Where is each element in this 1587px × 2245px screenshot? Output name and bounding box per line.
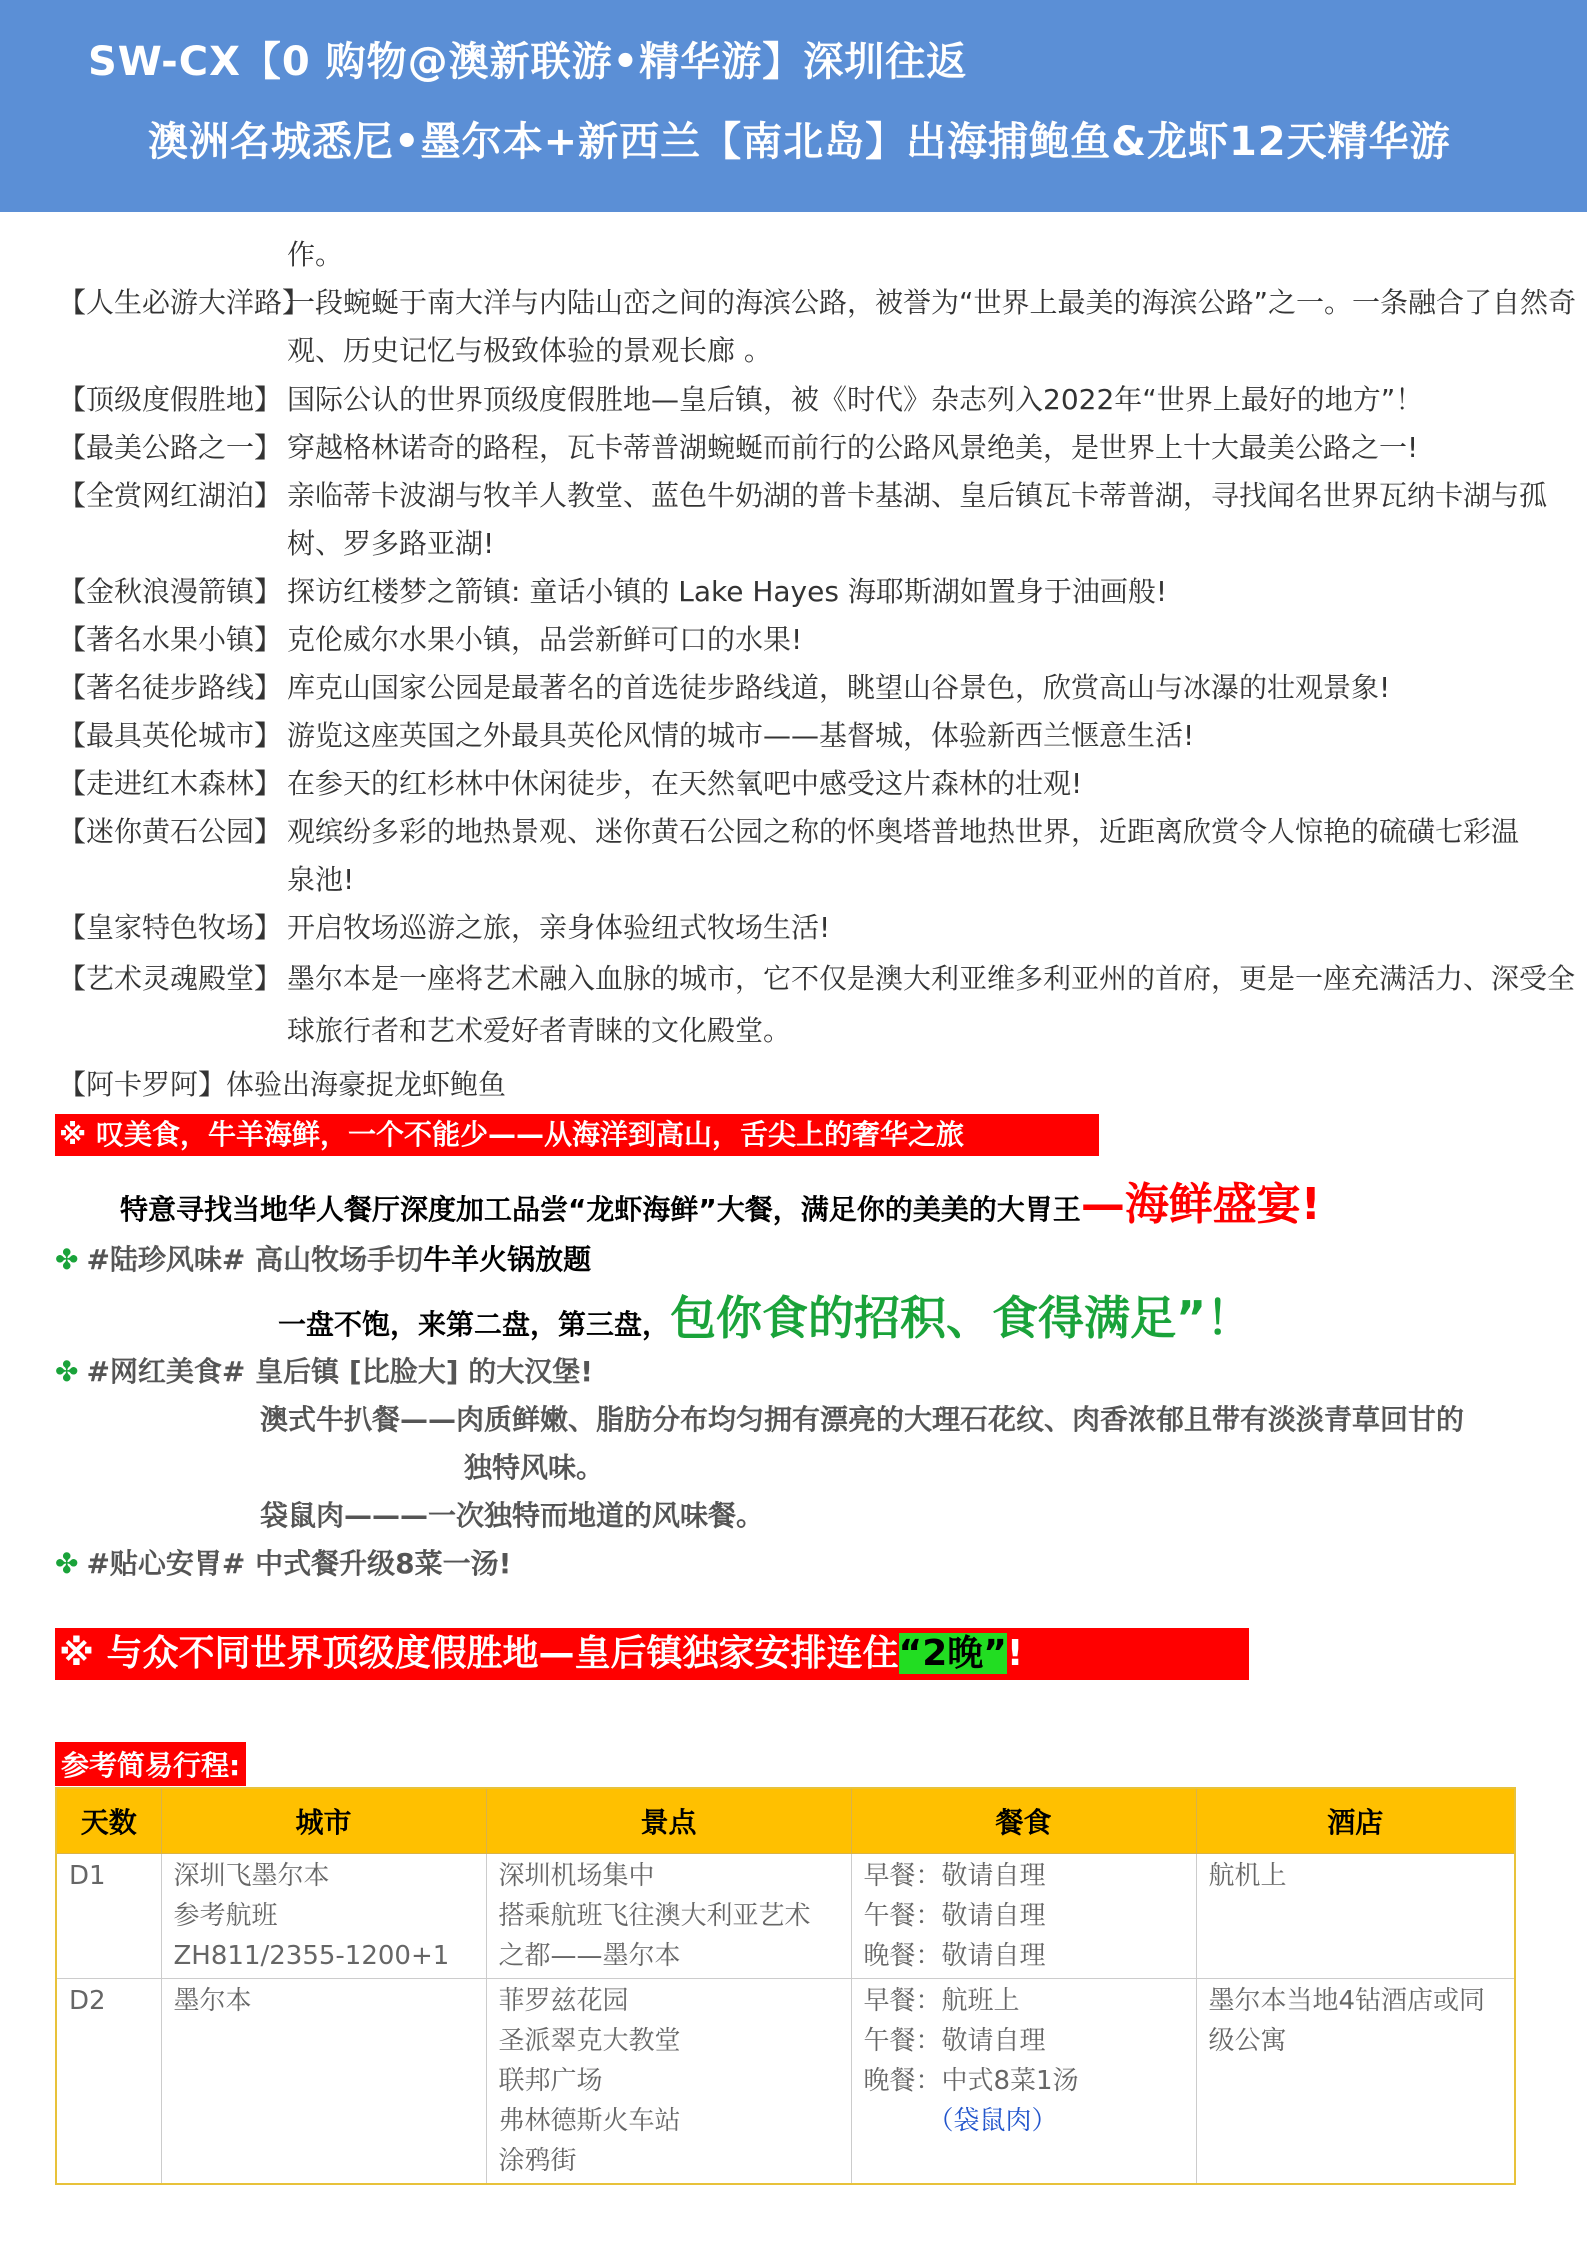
highlight-text: 穿越格林诺奇的路程，瓦卡蒂普湖蜿蜒而前行的公路风景绝美，是世界上十大最美公路之一! [287, 431, 1419, 464]
highlight-text: 观缤纷多彩的地热景观、迷你黄石公园之称的怀奥塔普地热世界，近距离欣赏令人惊艳的硫磺七彩温泉池! [287, 815, 1520, 896]
hotel-cell: 墨尔本当地4钻酒店或同 级公寓 [1196, 1979, 1515, 2185]
kangaroo-line: 袋鼠肉———一次独特而地道的风味餐。 [260, 1499, 765, 1532]
city-cell: 深圳飞墨尔本 参考航班 ZH811/2355-1200+1 [161, 1854, 486, 1979]
food-item-label: #网红美食# [86, 1355, 246, 1388]
highlight-text: 亲临蒂卡波湖与牧羊人教堂、蓝色牛奶湖的普卡基湖、皇后镇瓦卡蒂普湖，寻找闻名世界瓦纳卡湖与孤树、罗多路亚湖! [287, 479, 1548, 560]
food-item-text: 高山牧场手切 [255, 1243, 424, 1276]
food-item-label: #贴心安胃# [86, 1547, 246, 1580]
meal-note: （袋鼠肉） [927, 2106, 1058, 2136]
sights-cell: 深圳机场集中 搭乘航班飞往澳大利亚艺术 之都——墨尔本 [486, 1854, 851, 1979]
highlight-tag: 【皇家特色牧场】 [58, 911, 283, 944]
food-item-burger [55, 1350, 593, 1390]
sparkle-icon: ✤ [55, 1355, 79, 1388]
highlight-tag: 【迷你黄石公园】 [58, 815, 283, 848]
sparkle-icon: ✤ [55, 1547, 79, 1580]
queenstown-banner-suffix: ! [1006, 1633, 1024, 1674]
highlight-text: 一段蜿蜒于南大洋与内陆山峦之间的海滨公路，被誉为“世界上最美的海滨公路”之一。一条融合了自然奇观、历史记忆与极致体验的景观长廊 。 [287, 286, 1577, 367]
meals-cell: 早餐：航班上 午餐：敬请自理 晚餐：中式8菜1汤 （袋鼠肉） [851, 1979, 1196, 2185]
meals-cell: 早餐：敬请自理 午餐：敬请自理 晚餐：敬请自理 [851, 1854, 1196, 1979]
city-cell: 墨尔本 [161, 1979, 486, 2185]
highlight-tag: 【全赏网红湖泊】 [58, 479, 283, 512]
hotpot-subline [278, 1282, 1252, 1348]
feast-prefix: 特意寻找当地华人餐厅深度加工品尝“龙虾海鲜”大餐，满足你的美美的大胃王 [120, 1193, 1081, 1226]
tour-title: 澳洲名城悉尼•墨尔本+新西兰【南北岛】出海捕鲍鱼&龙虾12天精华游 [148, 119, 1451, 165]
col-header-day: 天数 [56, 1788, 161, 1854]
highlight-tag: 【著名水果小镇】 [58, 623, 283, 656]
highlight-text: 探访红楼梦之箭镇: 童话小镇的 Lake Hayes 海耶斯湖如置身于油画般! [287, 575, 1168, 608]
table-row [56, 1979, 1515, 2185]
sparkle-icon: ✤ [55, 1243, 79, 1276]
text-continuation: 作。 [287, 238, 344, 271]
highlight-text: 开启牧场巡游之旅，亲身体验纽式牧场生活! [287, 911, 831, 944]
highlight-tag: 【最美公路之一】 [58, 431, 283, 464]
day-cell: D2 [56, 1979, 161, 2185]
highlight-tag: 【人生必游大洋路】 [58, 286, 311, 319]
highlight-text: 在参天的红杉林中休闲徒步，在天然氧吧中感受这片森林的壮观! [287, 767, 1083, 800]
food-item-text: 皇后镇 [比脸大] 的大汉堡! [255, 1355, 594, 1388]
highlight-text: 游览这座英国之外最具英伦风情的城市——基督城，体验新西兰惬意生活! [287, 719, 1195, 752]
highlight-tag: 【走进红木森林】 [58, 767, 283, 800]
highlight-tag: 【艺术灵魂殿堂】 [58, 962, 283, 995]
acaroa-item: 【阿卡罗阿】体验出海豪捉龙虾鲍鱼 [58, 1068, 507, 1101]
itinerary-table [55, 1787, 1516, 2185]
two-nights-highlight: “2晚” [898, 1633, 1007, 1674]
seafood-feast-line [120, 1168, 1321, 1232]
food-item-chinese [55, 1542, 511, 1582]
col-header-city: 城市 [161, 1788, 486, 1854]
hotel-cell: 航机上 [1196, 1854, 1515, 1979]
queenstown-banner [55, 1628, 1249, 1680]
hotpot-sub-text: 一盘不饱，来第二盘，第三盘， [278, 1308, 671, 1341]
header-banner [0, 0, 1587, 212]
food-item-bold: 牛羊火锅放题 [423, 1243, 592, 1276]
highlight-tag: 【金秋浪漫箭镇】 [58, 575, 283, 608]
col-header-sights: 景点 [486, 1788, 851, 1854]
highlight-tag: 【顶级度假胜地】 [58, 383, 283, 416]
day-cell: D1 [56, 1854, 161, 1979]
steak-line: 澳式牛扒餐——肉质鲜嫩、脂肪分布均匀拥有漂亮的大理石花纹、肉香浓郁且带有淡淡青草回甘的 [260, 1403, 1465, 1436]
queenstown-banner-text: ※ 与众不同世界顶级度假胜地—皇后镇独家安排连住 [59, 1633, 899, 1674]
highlight-tag: 【最具英伦城市】 [58, 719, 283, 752]
food-item-label: #陆珍风味# [86, 1243, 246, 1276]
itinerary-label: 参考简易行程: [55, 1742, 246, 1786]
feast-highlight: —海鲜盛宴! [1080, 1179, 1321, 1230]
food-item-text: 中式餐升级8菜一汤! [255, 1547, 512, 1580]
steak-line-cont: 独特风味。 [464, 1451, 605, 1484]
col-header-meals: 餐食 [851, 1788, 1196, 1854]
col-header-hotel: 酒店 [1196, 1788, 1515, 1854]
food-item-hotpot [55, 1238, 591, 1278]
table-row [56, 1854, 1515, 1979]
food-banner: ※ 叹美食，牛羊海鲜，一个不能少——从海洋到高山，舌尖上的奢华之旅 [55, 1114, 1099, 1156]
table-header-row [56, 1788, 1515, 1854]
sights-cell: 菲罗兹花园 圣派翠克大教堂 联邦广场 弗林德斯火车站 涂鸦街 [486, 1979, 851, 2185]
highlight-text: 库克山国家公园是最著名的首选徒步路线道，眺望山谷景色，欣赏高山与冰瀑的壮观景象! [287, 671, 1391, 704]
highlight-text: 国际公认的世界顶级度假胜地—皇后镇，被《时代》杂志列入2022年“世界上最好的地方”！ [287, 383, 1424, 416]
hotpot-sub-highlight: 包你食的招积、食得满足”！ [670, 1291, 1253, 1345]
highlight-text: 墨尔本是一座将艺术融入血脉的城市，它不仅是澳大利亚维多利亚州的首府，更是一座充满活力、深受全球旅行者和艺术爱好者青睐的文化殿堂。 [287, 962, 1576, 1047]
product-code-title: SW-CX【0 购物@澳新联游•精华游】深圳往返 [88, 39, 968, 85]
highlight-text: 克伦威尔水果小镇，品尝新鲜可口的水果! [287, 623, 803, 656]
highlight-tag: 【著名徒步路线】 [58, 671, 283, 704]
